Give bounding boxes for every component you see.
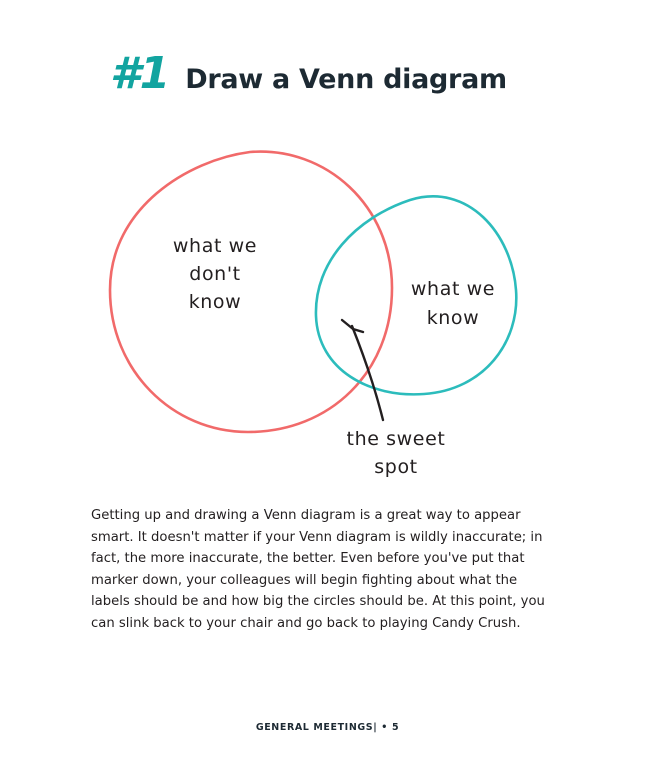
- tip-title: Draw a Venn diagram: [185, 64, 507, 95]
- body-paragraph: Getting up and drawing a Venn diagram is a great way to appear smart. It doesn't matter if your Venn diagram is wildly inaccurate; in fact, the more inaccurate, the better. Even before you've put that marker down, your colleagues will begin fighting about what the labels should be and how big the circles should be. At this point, you can slink back to your chair and go back to playing Candy Crush.: [91, 508, 545, 631]
- footer-separator: •: [381, 722, 388, 733]
- page-footer: [0, 722, 655, 733]
- venn-right-label-line1: what we: [410, 278, 496, 300]
- venn-left-circle: [110, 152, 392, 432]
- venn-left-label-line2: don't: [189, 263, 241, 285]
- annotation-line2: spot: [374, 456, 418, 478]
- venn-left-label-line3: know: [188, 291, 242, 313]
- footer-section: GENERAL MEETINGS|: [255, 722, 378, 733]
- tip-number: #1: [110, 48, 170, 99]
- annotation-line1: the sweet: [346, 428, 446, 450]
- page-title: [110, 48, 507, 99]
- venn-right-label-line2: know: [426, 307, 480, 329]
- venn-diagram-illustration: [80, 130, 580, 490]
- venn-left-label-line1: what we: [172, 235, 258, 257]
- footer-page-number: 5: [391, 722, 400, 733]
